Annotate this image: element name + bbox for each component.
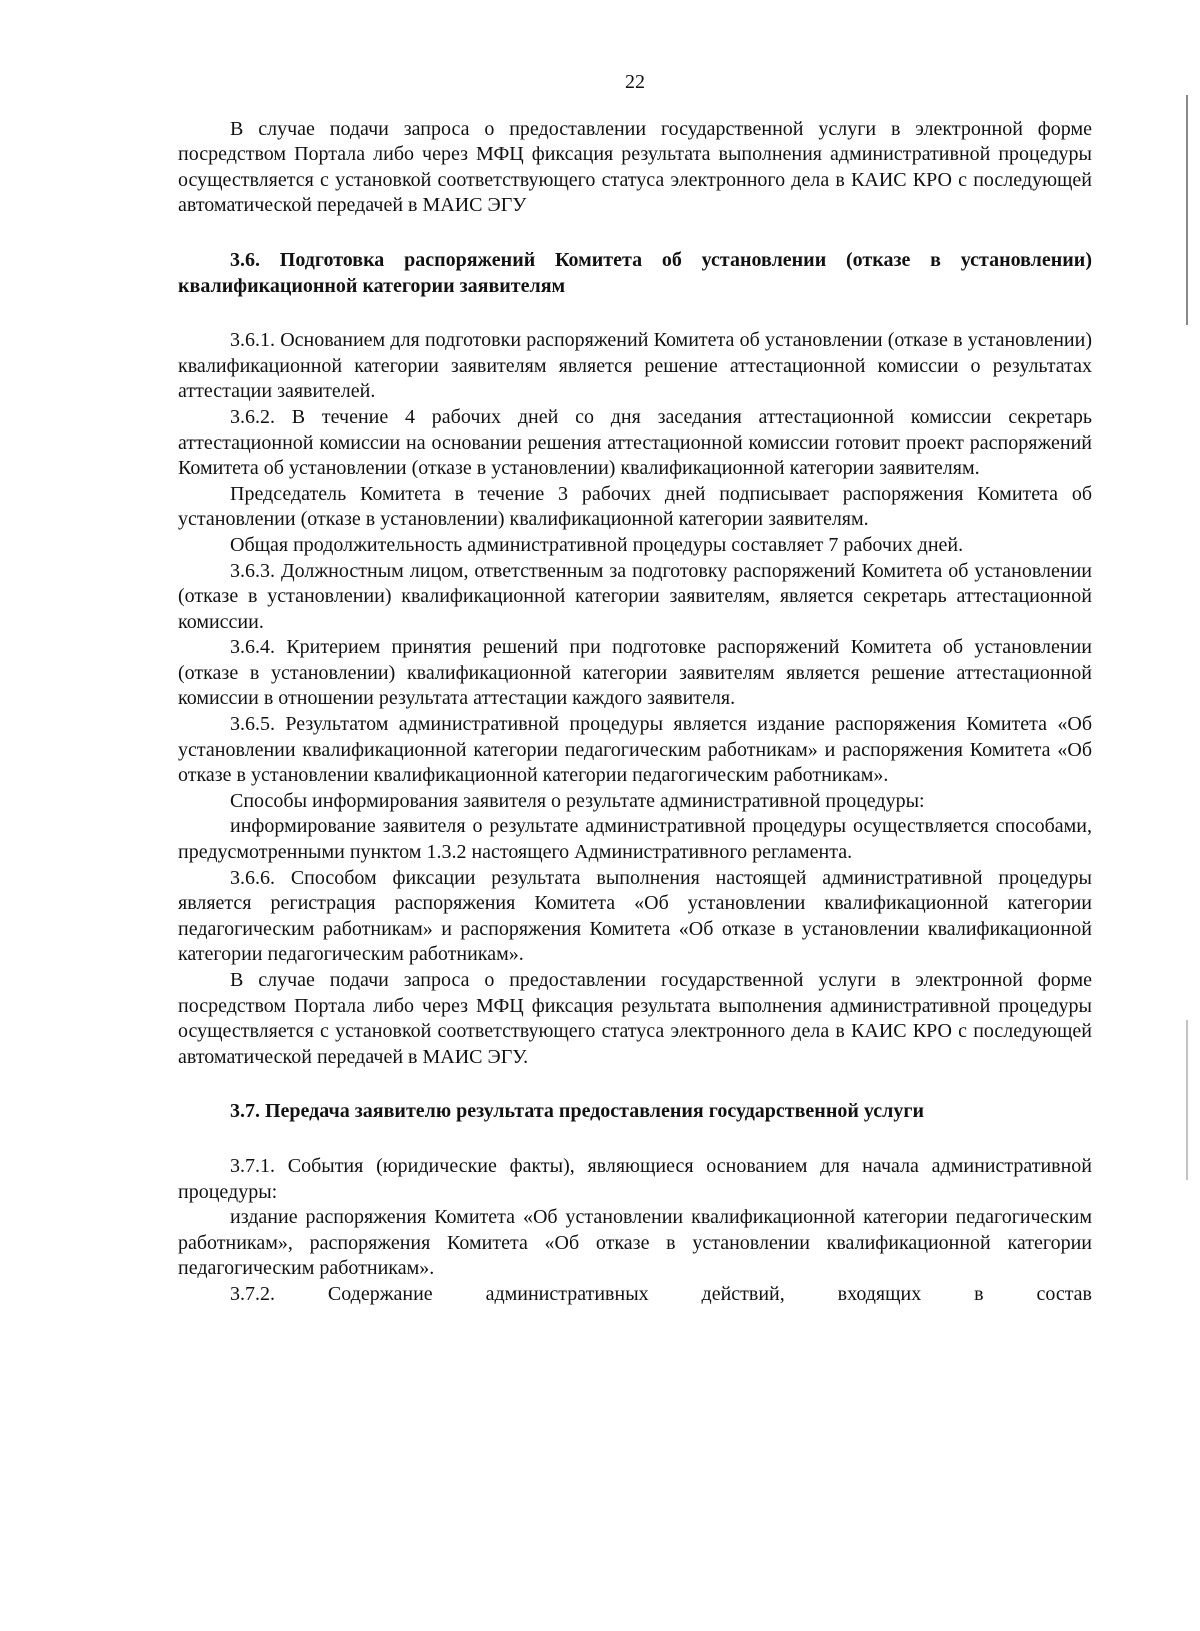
paragraph: 3.6.5. Результатом административной процедуры является издание распоряжения Комитета «Об установлении квалификационной категории педагогическим работникам» и распоряжения Комитета «Об отказе в установлении квалификационной категории педагогическим работникам».: [178, 713, 1092, 787]
section-heading: 3.7. Передача заявителю результата предоставления государственной услуги: [230, 1100, 924, 1123]
paragraph: 3.6.4. Критерием принятия решений при подготовке распоряжений Комитета об установлении (отказе в установлении) квалификационной категории заявителям является решение аттестационной комиссии в отношении результата аттестации каждого заявителя.: [178, 636, 1092, 710]
scan-edge-mark: [1186, 95, 1188, 325]
paragraph: В случае подачи запроса о предоставлении государственной услуги в электронной форме посредством Портала либо через МФЦ фиксация результата выполнения административной процедуры осуществляется с установкой соответствующего статуса электронного дела в КАИС КРО с последующей автоматической передачей в МАИС ЭГУ.: [178, 969, 1092, 1068]
paragraph: 3.7.2. Содержание административных действий, входящих в состав: [230, 1282, 1092, 1305]
paragraph: 3.7.1. События (юридические факты), являющиеся основанием для начала административной процедуры:: [178, 1154, 1092, 1203]
scan-edge-mark: [1186, 1020, 1188, 1180]
paragraph: информирование заявителя о результате административной процедуры осуществляется способами, предусмотренными пунктом 1.3.2 настоящего Административного регламента.: [178, 815, 1092, 864]
paragraph: 3.6.1. Основанием для подготовки распоряжений Комитета об установлении (отказе в установлении) квалификационной категории заявителям является решение аттестационной комиссии о результатах аттестации заявителей.: [178, 329, 1092, 403]
paragraph: Способы информирования заявителя о результате административной процедуры:: [230, 789, 925, 812]
page-number: 22: [625, 71, 645, 93]
paragraph: Председатель Комитета в течение 3 рабочих дней подписывает распоряжения Комитета об установлении (отказе в установлении) квалификационной категории заявителям.: [178, 482, 1092, 531]
paragraph: В случае подачи запроса о предоставлении государственной услуги в электронной форме посредством Портала либо через МФЦ фиксация результата выполнения административной процедуры осуществляется с установкой соответствующего статуса электронного дела в КАИС КРО с последующей автоматической передачей в МАИС ЭГУ: [178, 117, 1092, 217]
paragraph: Общая продолжительность административной процедуры составляет 7 рабочих дней.: [230, 533, 964, 556]
document-page: [178, 70, 1092, 1308]
paragraph: 3.6.6. Способом фиксации результата выполнения настоящей административной процедуры является регистрация распоряжения Комитета «Об установлении квалификационной категории педагогическим работникам» и распоряжения Комитета «Об отказе в установлении квалификационной категории педагогическим работникам».: [178, 866, 1092, 966]
paragraph: 3.6.3. Должностным лицом, ответственным за подготовку распоряжений Комитета об установлении (отказе в установлении) квалификационной категории заявителям, является секретарь аттестационной комиссии.: [178, 559, 1092, 633]
paragraph: издание распоряжения Комитета «Об установлении квалификационной категории педагогическим работникам», распоряжения Комитета «Об отказе в установлении квалификационной категории педагогическим работникам».: [178, 1206, 1092, 1280]
paragraph: 3.6.2. В течение 4 рабочих дней со дня заседания аттестационной комиссии секретарь аттестационной комиссии на основании решения аттестационной комиссии готовит проект распоряжений Комитета об установлении (отказе в установлении) квалификационной категории заявителям.: [178, 405, 1092, 480]
section-heading: 3.6. Подготовка распоряжений Комитета об установлении (отказе в установлении) квалификационной категории заявителям: [178, 248, 1092, 297]
